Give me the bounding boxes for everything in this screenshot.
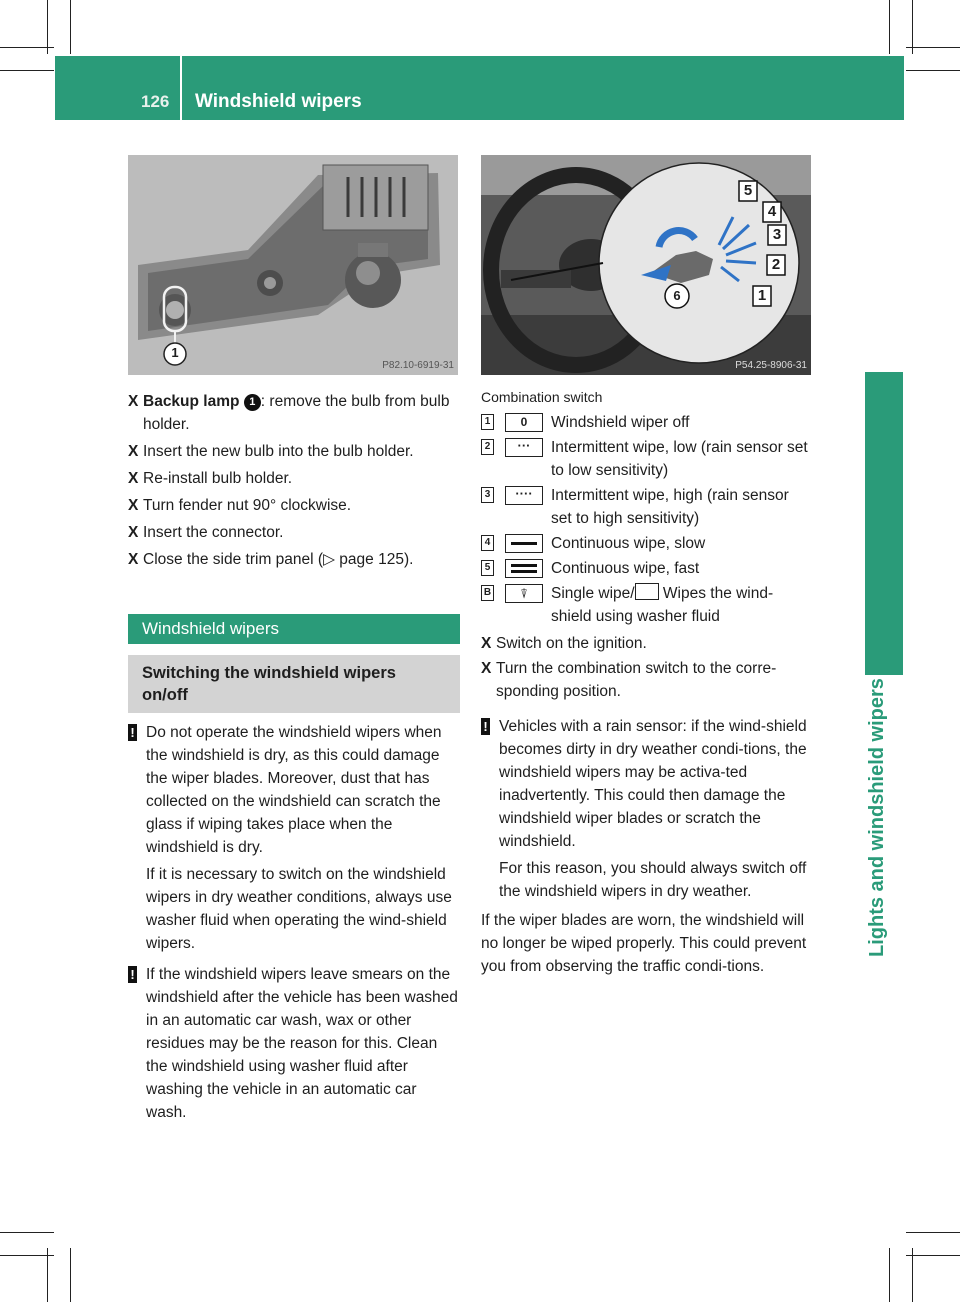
figure-caption: Combination switch <box>481 389 603 405</box>
warning-icon: ! <box>481 718 490 735</box>
switch-position-item <box>481 436 813 482</box>
intermittent-high-icon: ···· <box>505 486 543 505</box>
side-tab <box>865 372 903 675</box>
crop-mark <box>70 1248 71 1302</box>
crop-mark <box>906 47 960 48</box>
figure-code: P54.25-8906-31 <box>735 360 807 371</box>
warning-text: If it is necessary to switch on the windshield wipers in dry weather conditions, always use washer fluid when operating the wind-shield wipers. <box>146 866 452 952</box>
step-marker-icon: X <box>481 635 492 652</box>
continuous-fast-icon <box>505 559 543 578</box>
step-text: Insert the new bulb into the bulb holder. <box>143 443 414 460</box>
single-wipe-icon: ⍒ <box>505 584 543 603</box>
position-key: B <box>481 585 494 601</box>
section-heading: Windshield wipers <box>128 614 460 644</box>
combination-switch-figure <box>481 155 811 375</box>
step-marker-icon: X <box>128 443 139 460</box>
position-description: Continuous wipe, slow <box>551 535 706 552</box>
step-text: Turn fender nut 90° clockwise. <box>143 497 352 514</box>
callout-6: 6 <box>673 288 681 303</box>
warning-note <box>128 721 460 955</box>
crop-mark <box>906 1232 960 1233</box>
position-description: Wipes the wind-shield using washer fluid <box>551 585 774 625</box>
instruction-step <box>128 390 460 436</box>
callout-1: 1 <box>757 287 767 304</box>
warning-icon: ! <box>128 966 137 983</box>
crop-mark <box>70 0 71 54</box>
switch-position-item <box>481 532 813 555</box>
callout-5: 5 <box>743 182 753 199</box>
warning-text: If the windshield wipers leave smears on the windshield after the vehicle has been washed in an automatic car wash, wax or other residues may be the reason for this. Clean the windshield using washer fluid after washing the vehicle in an automatic car wash. <box>146 966 458 1121</box>
crop-mark <box>912 0 913 54</box>
position-key: 3 <box>481 487 494 503</box>
switch-position-item <box>481 582 813 628</box>
instruction-step <box>128 521 460 544</box>
instruction-step <box>481 657 813 703</box>
callout-2: 2 <box>771 256 781 273</box>
step-text: Insert the connector. <box>143 524 284 541</box>
subsection-heading: Switching the windshield wipers on/off <box>128 655 460 713</box>
left-column <box>128 390 460 1124</box>
switch-position-item <box>481 484 813 530</box>
crop-mark <box>47 0 48 54</box>
page-ref-arrow-icon: ▷ <box>323 551 335 568</box>
figure-callout: 1 <box>171 345 179 360</box>
warning-text: Vehicles with a rain sensor: if the wind-shield becomes dirty in dry weather condi-tions, the windshield wipers may be activa-ted inadvertently. This could then damage the windshield wiper blades or scratch the windshield. <box>499 718 807 850</box>
position-description: Intermittent wipe, high (rain sensor set to high sensitivity) <box>551 487 789 527</box>
position-key: 2 <box>481 439 494 455</box>
position-key: 1 <box>481 414 494 430</box>
step-marker-icon: X <box>128 470 139 487</box>
step-marker-icon: X <box>128 393 139 410</box>
page-header <box>55 56 904 120</box>
page-title: Windshield wipers <box>195 91 362 112</box>
crop-mark <box>0 47 54 48</box>
side-tab-label: Lights and windshield wipers <box>866 678 888 957</box>
callout-4: 4 <box>767 203 777 220</box>
page-number: 126 <box>141 92 170 111</box>
crop-mark <box>906 1255 960 1256</box>
bulb-holder-figure <box>128 155 458 375</box>
warning-text: Do not operate the windshield wipers when the windshield is dry, as this could damage the wiper blades. Moreover, dust that has collected on the windshield can scratch the glass if wiping takes place when the windshield is dry. <box>146 724 442 856</box>
warning-text: For this reason, you should always switch off the windshield wipers in dry weather. <box>499 860 807 900</box>
instruction-step <box>128 467 460 490</box>
step-text: Turn the combination switch to the corre-sponding position. <box>496 660 777 700</box>
instruction-step <box>481 632 813 655</box>
position-description: Continuous wipe, fast <box>551 560 700 577</box>
callout-3: 3 <box>772 226 782 243</box>
instruction-step <box>128 494 460 517</box>
step-text: Switch on the ignition. <box>496 635 647 652</box>
step-text: Close the side trim panel ( <box>143 551 324 568</box>
header-divider <box>180 56 182 120</box>
switch-position-item <box>481 557 813 580</box>
crop-mark <box>47 1248 48 1302</box>
crop-mark <box>0 1255 54 1256</box>
wiper-off-icon: 0 <box>505 413 543 432</box>
continuous-slow-icon <box>505 534 543 553</box>
crop-mark <box>889 0 890 54</box>
washer-fluid-icon <box>635 583 659 600</box>
step-text: Re-install bulb holder. <box>143 470 293 487</box>
position-key: 4 <box>481 535 494 551</box>
position-key: 5 <box>481 560 494 576</box>
bulb-holder-illustration <box>128 155 458 375</box>
step-marker-icon: X <box>128 524 139 541</box>
intermittent-low-icon: ··· <box>505 438 543 457</box>
figure-code: P82.10-6919-31 <box>382 360 454 371</box>
steering-wheel-illustration <box>481 155 811 375</box>
step-marker-icon: X <box>128 497 139 514</box>
callout-1-icon: 1 <box>244 394 261 411</box>
position-description: Windshield wiper off <box>551 414 690 431</box>
position-description: Single wipe/ <box>551 585 635 602</box>
warning-note <box>128 963 460 1124</box>
switch-position-item <box>481 411 813 434</box>
crop-mark <box>889 1248 890 1302</box>
position-description: Intermittent wipe, low (rain sensor set to low sensitivity) <box>551 439 808 479</box>
crop-mark <box>912 1248 913 1302</box>
step-bold-label: Backup lamp <box>143 393 240 410</box>
right-column <box>481 386 813 978</box>
step-text: ). <box>403 551 414 568</box>
step-marker-icon: X <box>128 551 139 568</box>
step-text: : remove the bulb from bulb holder. <box>143 393 450 433</box>
instruction-step <box>128 548 460 571</box>
instruction-step <box>128 440 460 463</box>
page-reference-link[interactable]: page 125 <box>339 551 404 568</box>
crop-mark <box>906 70 960 71</box>
crop-mark <box>0 70 54 71</box>
warning-icon: ! <box>128 724 137 741</box>
crop-mark <box>0 1232 54 1233</box>
warning-note <box>481 715 813 903</box>
closing-paragraph: If the wiper blades are worn, the windshield will no longer be wiped properly. This could prevent you from observing the traffic condi-tions. <box>481 912 807 975</box>
step-marker-icon: X <box>481 660 492 677</box>
